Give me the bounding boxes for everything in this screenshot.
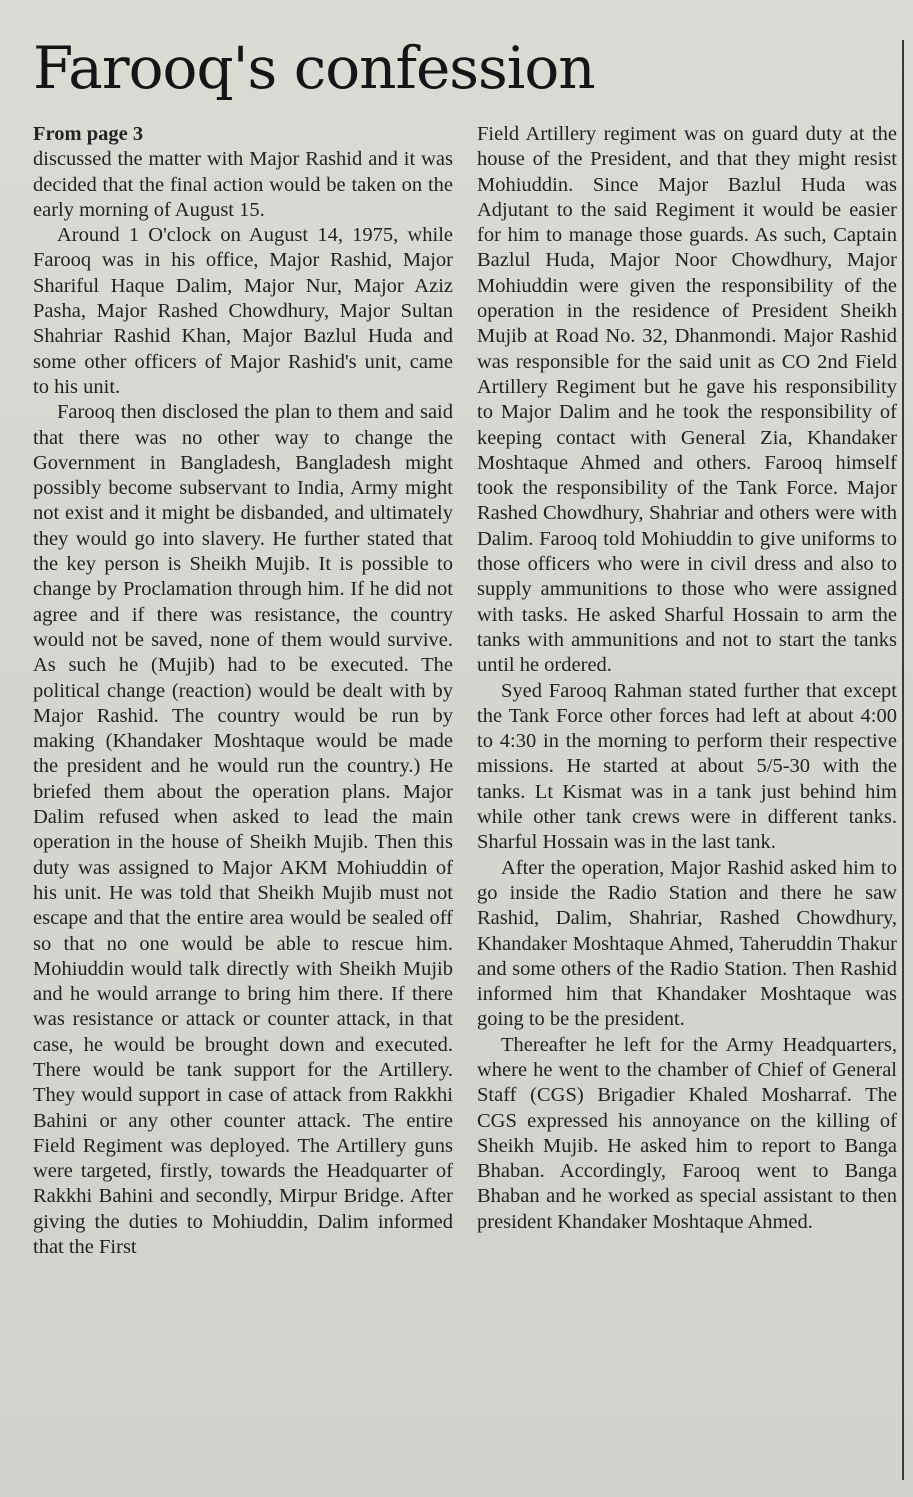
paragraph: Farooq then disclosed the plan to them and said that there was no other way to change the Government in Bangladesh, Bangladesh might possibly become subservant to India, Army might not exist and it might be disbanded, and ultimately they would go into slavery. He further stated that the key person is Sheikh Mujib. It is possible to change by Proclamation through him. If he did not agree and if there was resistance, the country would not be saved, none of them would survive. As such he (Mujib) had to be executed. The political change (reaction) would be dealt with by Major Rashid. The country would be run by making (Khandaker Moshtaque would be made the president and he would run the country.) He briefed them about the operation plans. Major Dalim refused when asked to lead the main operation in the house of Sheikh Mujib. Then this duty was assigned to Major AKM Mohiuddin of his unit. He was told that Sheikh Mujib must not escape and that the entire area would be sealed off so that no one would be able to rescue him. Mohiuddin would talk directly with Sheikh Mujib and he would arrange to bring him there. If there was resistance or attack or counter attack, in that case, he would be brought down and executed. There would be tank support for the Artillery. They would support in case of attack from Rakkhi Bahini or any other counter attack. The entire Field Regiment was deployed. The Artillery guns were targeted, firstly, towards the Headquarter of Rakkhi Bahini and secondly, Mirpur Bridge. After giving the duties to Mohiuddin, Dalim informed that the First (33, 401, 453, 1259)
column-rule (902, 40, 904, 1480)
article-column-right (477, 122, 897, 1235)
paragraph: Syed Farooq Rahman stated further that except the Tank Force other forces had left at about 4:00 to 4:30 in the morning to perform their respective missions. He started at about 5/5-30 with the tanks. Lt Kismat was in a tank just behind him while other tank crews were in different tanks. Sharful Hossain was in the last tank. (477, 679, 897, 854)
paragraph: Field Artillery regiment was on guard duty at the house of the President, and that they might resist Mohiuddin. Since Major Bazlul Huda was Adjutant to the said Regiment it would be easier for him to manage those guards. As such, Captain Bazlul Huda, Major Noor Chowdhury, Major Mohiuddin were given the responsibility of the operation in the residence of President Sheikh Mujib at Road No. 32, Dhanmondi. Major Rashid was responsible for the said unit as CO 2nd Field Artillery Regiment but he gave his responsibility to Major Dalim and he took the responsibility of keeping contact with General Zia, Khandaker Moshtaque Ahmed and others. Farooq himself took the responsibility of the Tank Force. Major Rashed Chowdhury, Shahriar and others were with Dalim. Farooq told Mohiuddin to give uniforms to those officers who were in civil dress and also to supply ammunitions to those who were assigned with tasks. He asked Sharful Hossain to arm the tanks with ammunitions and not to start the tanks until he ordered. (477, 123, 897, 677)
paragraph: Around 1 O'clock on August 14, 1975, while Farooq was in his office, Major Rashid, Major Shariful Haque Dalim, Major Nur, Major Aziz Pasha, Major Rashed Chowdhury, Major Sultan Shahriar Rashid Khan, Major Bazlul Huda and some other officers of Major Rashid's unit, came to his unit. (33, 224, 453, 398)
article-column-left (33, 122, 453, 1260)
jump-line: From page 3 (33, 123, 144, 145)
paragraph: discussed the matter with Major Rashid and it was decided that the final action would be taken on the early morning of August 15. (33, 148, 453, 221)
paragraph: Thereafter he left for the Army Headquarters, where he went to the chamber of Chief of General Staff (CGS) Brigadier Khaled Mosharraf. The CGS expressed his annoyance on the killing of Sheikh Mujib. He asked him to report to Banga Bhaban. Accordingly, Farooq went to Banga Bhaban and he worked as special assistant to then president Khandaker Moshtaque Ahmed. (477, 1033, 897, 1233)
paragraph: After the operation, Major Rashid asked him to go inside the Radio Station and there he saw Rashid, Dalim, Shahriar, Rashed Chowdhury, Khandaker Moshtaque Ahmed, Taheruddin Thakur and some others of the Radio Station. Then Rashid informed him that Khandaker Moshtaque was going to be the president. (477, 856, 897, 1031)
headline: Farooq's confession (33, 34, 595, 102)
